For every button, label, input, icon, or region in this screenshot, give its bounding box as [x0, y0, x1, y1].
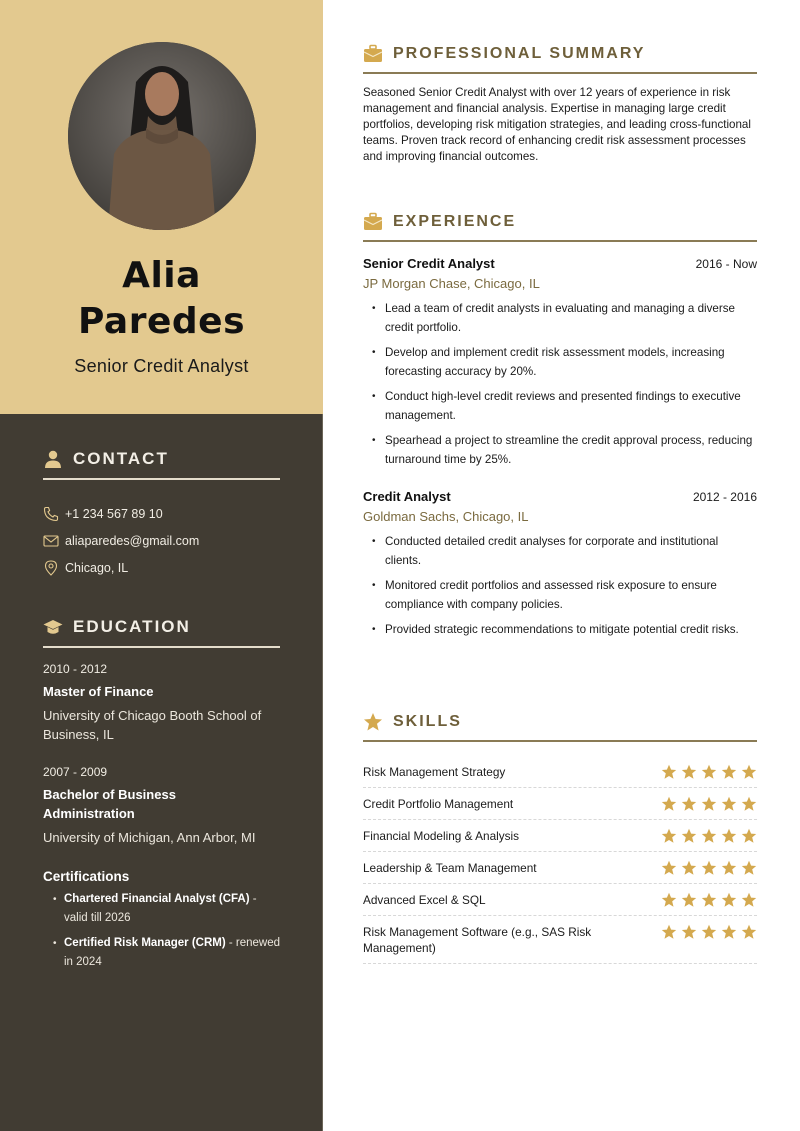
- experience-section: [363, 210, 757, 645]
- star-icon: [721, 764, 737, 780]
- certification-item: • Certified Risk Manager (CRM) - renewed in 2024: [43, 934, 280, 972]
- certifications-list: [43, 890, 280, 972]
- job-bullets: [363, 532, 757, 639]
- profile-photo: [68, 42, 256, 230]
- skills-list: [363, 756, 757, 964]
- star-icon: [661, 796, 677, 812]
- star-icon: [721, 796, 737, 812]
- skill-rating: [661, 796, 757, 812]
- star-icon: [721, 892, 737, 908]
- job-company: Goldman Sachs, Chicago, IL: [363, 509, 529, 524]
- star-icon: [701, 892, 717, 908]
- skill-row: [363, 916, 757, 964]
- contact-location: Chicago, IL: [43, 554, 280, 581]
- skill-name: Risk Management Software (e.g., SAS Risk Management): [363, 925, 592, 955]
- star-icon: [701, 860, 717, 876]
- education-years: 2010 - 2012: [43, 662, 108, 676]
- star-icon: [721, 924, 737, 940]
- star-icon: [741, 828, 757, 844]
- certification-item: • Chartered Financial Analyst (CFA) - valid till 2026: [43, 890, 280, 928]
- star-icon: [661, 828, 677, 844]
- summary-section: [363, 42, 757, 165]
- skill-rating: [661, 764, 757, 780]
- job-position: Credit Analyst: [363, 489, 451, 504]
- job-bullets: [363, 299, 757, 469]
- skill-row: [363, 852, 757, 884]
- job-bullet: • Conducted detailed credit analyses for corporate and institutional clients.: [363, 532, 757, 570]
- star-icon: [681, 924, 697, 940]
- sidebar: [0, 0, 323, 1131]
- contact-heading: CONTACT: [43, 446, 280, 472]
- star-icon: [681, 860, 697, 876]
- profile-header: [0, 0, 323, 414]
- job-bullet: • Provided strategic recommendations to mitigate potential credit risks.: [363, 620, 757, 639]
- skill-row: [363, 788, 757, 820]
- education-divider: [43, 646, 280, 648]
- briefcase-icon: [363, 44, 383, 64]
- skills-heading: SKILLS: [363, 710, 757, 734]
- star-icon: [681, 796, 697, 812]
- skill-name: Advanced Excel & SQL: [363, 893, 486, 907]
- skill-name: Credit Portfolio Management: [363, 797, 514, 811]
- skill-row: [363, 884, 757, 916]
- star-icon: [661, 892, 677, 908]
- job-bullet: • Spearhead a project to streamline the credit approval process, reducing turnaround time by 25%.: [363, 431, 757, 469]
- job-dates: 2012 - 2016: [692, 490, 757, 504]
- experience-divider: [363, 240, 757, 242]
- skills-section: [363, 710, 757, 964]
- education-degree: Bachelor of Business Administration: [43, 787, 176, 821]
- star-icon: [741, 924, 757, 940]
- certifications-heading: Certifications: [43, 869, 130, 884]
- job-entry: [363, 489, 757, 639]
- contact-phone[interactable]: +1 234 567 89 10: [43, 500, 280, 527]
- education-heading: EDUCATION: [43, 614, 280, 640]
- star-icon: [741, 860, 757, 876]
- education-entry: [43, 765, 280, 847]
- job-position: Senior Credit Analyst: [363, 256, 495, 271]
- star-icon: [681, 764, 697, 780]
- user-icon: [43, 449, 63, 469]
- star-icon: [741, 892, 757, 908]
- certifications: [43, 869, 280, 972]
- phone-icon: [43, 506, 59, 522]
- experience-heading: EXPERIENCE: [363, 210, 757, 234]
- job-bullet: • Conduct high-level credit reviews and presented findings to executive management.: [363, 387, 757, 425]
- skill-row: [363, 820, 757, 852]
- first-name: Alia: [122, 255, 201, 296]
- job-bullet: • Lead a team of credit analysts in evaluating and managing a diverse credit portfolio.: [363, 299, 757, 337]
- star-icon: [661, 860, 677, 876]
- job-company: JP Morgan Chase, Chicago, IL: [363, 276, 540, 291]
- star-icon: [701, 764, 717, 780]
- job-dates: 2016 - Now: [695, 257, 757, 271]
- skill-rating: [661, 924, 757, 940]
- skill-rating: [661, 892, 757, 908]
- last-name: Paredes: [78, 301, 245, 342]
- summary-text: Seasoned Senior Credit Analyst with over 12 years of experience in risk management and financial analysis. Expertise in managing large credit portfolios, developing risk mitigation strategies, and leading cross-functional teams. Proven track record of enhancing credit risk assessment processes and improving financial outcomes.: [363, 86, 751, 163]
- star-icon: [701, 828, 717, 844]
- summary-heading: PROFESSIONAL SUMMARY: [363, 42, 757, 66]
- star-icon: [721, 860, 737, 876]
- location-pin-icon: [43, 560, 59, 576]
- star-icon: [721, 828, 737, 844]
- skill-rating: [661, 828, 757, 844]
- star-icon: [661, 924, 677, 940]
- education-section: [43, 614, 280, 978]
- skill-name: Leadership & Team Management: [363, 861, 537, 875]
- contact-section: [43, 446, 280, 581]
- education-degree: Master of Finance: [43, 684, 154, 699]
- education-school: University of Michigan, Ann Arbor, MI: [43, 830, 256, 845]
- contact-email[interactable]: aliaparedes@gmail.com: [43, 527, 280, 554]
- job-entry: [363, 256, 757, 469]
- job-title: Senior Credit Analyst: [74, 356, 249, 376]
- portrait-image: [68, 42, 256, 230]
- contact-divider: [43, 478, 280, 480]
- graduation-cap-icon: [43, 617, 63, 637]
- star-icon: [701, 924, 717, 940]
- summary-divider: [363, 72, 757, 74]
- job-bullet: • Develop and implement credit risk assessment models, increasing forecasting accuracy by 20%.: [363, 343, 757, 381]
- star-icon: [681, 828, 697, 844]
- star-icon: [701, 796, 717, 812]
- star-icon: [363, 712, 383, 732]
- skills-divider: [363, 740, 757, 742]
- skill-rating: [661, 860, 757, 876]
- education-entry: [43, 662, 280, 744]
- education-years: 2007 - 2009: [43, 765, 108, 779]
- skill-row: [363, 756, 757, 788]
- skill-name: Risk Management Strategy: [363, 765, 506, 779]
- skill-name: Financial Modeling & Analysis: [363, 829, 520, 843]
- star-icon: [681, 892, 697, 908]
- star-icon: [661, 764, 677, 780]
- star-icon: [741, 796, 757, 812]
- briefcase-icon: [363, 212, 383, 232]
- email-icon: [43, 533, 59, 549]
- job-bullet: • Monitored credit portfolios and assessed risk exposure to ensure compliance with company policies.: [363, 576, 757, 614]
- star-icon: [741, 764, 757, 780]
- education-school: University of Chicago Booth School of Business, IL: [43, 708, 262, 742]
